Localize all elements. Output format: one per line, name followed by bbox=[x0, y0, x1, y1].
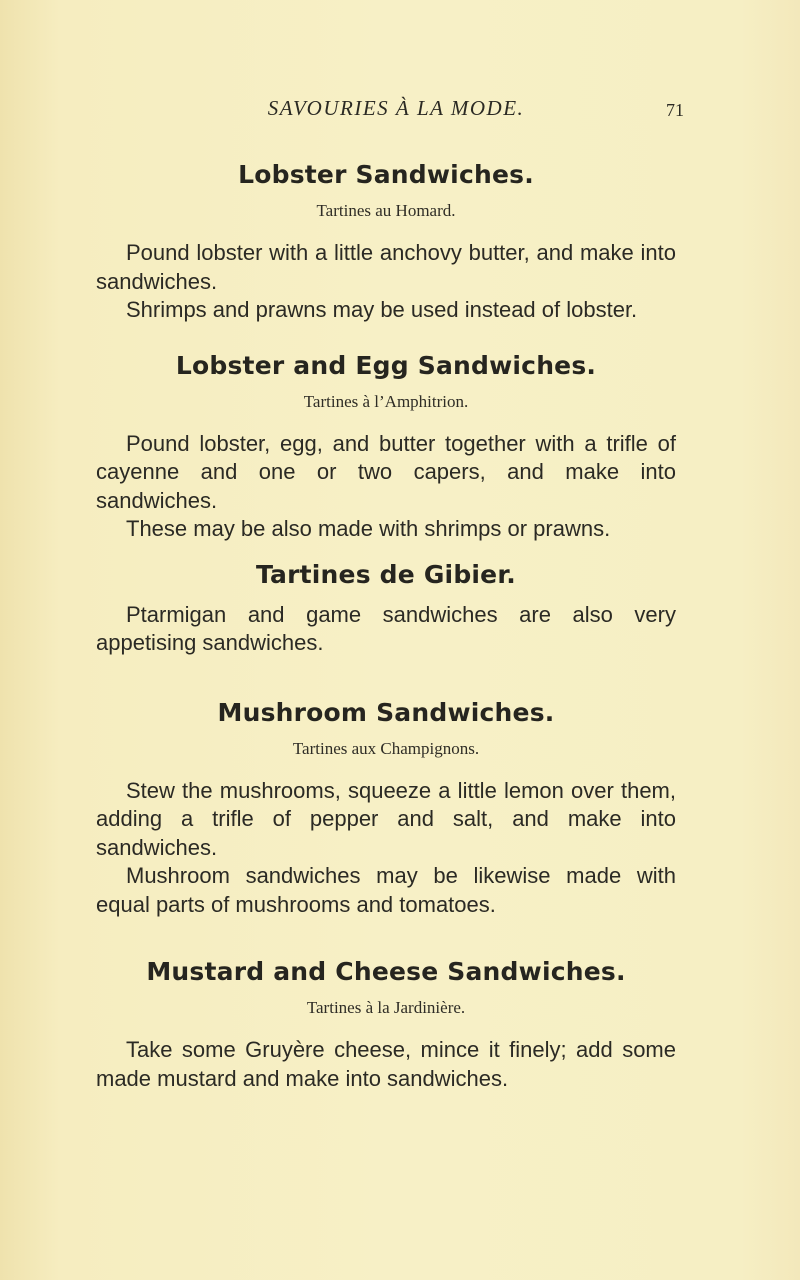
recipe-heading: Lobster and Egg Sandwiches. bbox=[175, 350, 597, 380]
recipe-lobster-egg-sandwiches bbox=[96, 351, 676, 544]
recipe-heading: Lobster Sandwiches. bbox=[238, 160, 534, 189]
recipe-paragraph: Pound lobster with a little anchovy butter, and make into sandwiches. bbox=[96, 240, 676, 294]
recipe-subheading: Tartines à la Jardinière. bbox=[306, 998, 466, 1017]
recipe-subheading: Tartines au Homard. bbox=[316, 201, 456, 220]
recipe-paragraph: Pound lobster, egg, and butter together with a trifle of cayenne and one or two capers, and make into sandwiches. bbox=[96, 430, 676, 513]
recipe-heading: Mustard and Cheese Sandwiches. bbox=[146, 957, 626, 986]
recipe-heading: Mushroom Sandwiches. bbox=[217, 697, 555, 727]
running-title: SAVOURIES À LA MODE. bbox=[267, 96, 525, 120]
recipe-tartines-de-gibier bbox=[96, 560, 676, 658]
recipe-lobster-sandwiches bbox=[96, 160, 676, 325]
recipe-paragraph: These may be also made with shrimps or prawns. bbox=[126, 516, 611, 541]
recipe-paragraph: Ptarmigan and game sandwiches are also very appetising sandwiches. bbox=[96, 601, 676, 655]
recipe-paragraph: Stew the mushrooms, squeeze a little lemon over them, adding a trifle of pepper and salt, and make into sandwiches. bbox=[96, 777, 676, 860]
recipe-paragraph: Shrimps and prawns may be used instead of lobster. bbox=[126, 297, 638, 322]
recipe-paragraph: Mushroom sandwiches may be likewise made with equal parts of mushrooms and tomatoes. bbox=[96, 863, 676, 917]
recipe-mushroom-sandwiches bbox=[96, 698, 676, 920]
recipe-mustard-cheese-sandwiches bbox=[96, 957, 676, 1093]
recipe-paragraph: Take some Gruyère cheese, mince it finely; add some made mustard and make into sandwiches. bbox=[96, 1037, 676, 1091]
recipe-subheading: Tartines à l’Amphitrion. bbox=[303, 391, 469, 411]
book-page bbox=[96, 90, 684, 1093]
recipe-subheading: Tartines aux Champignons. bbox=[292, 738, 480, 758]
running-header bbox=[96, 90, 684, 130]
recipe-heading: Tartines de Gibier. bbox=[255, 559, 516, 589]
page-number: 71 bbox=[666, 100, 684, 120]
